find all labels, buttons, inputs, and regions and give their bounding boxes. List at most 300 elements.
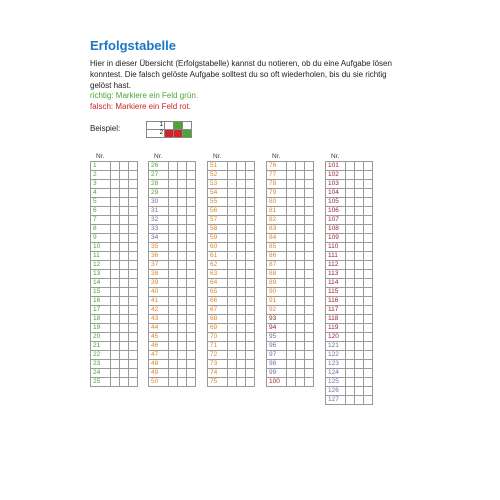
mark-cell[interactable] — [120, 378, 129, 387]
mark-cell[interactable] — [178, 279, 187, 288]
mark-cell[interactable] — [169, 342, 178, 351]
mark-cell[interactable] — [346, 387, 355, 396]
mark-cell[interactable] — [305, 324, 314, 333]
mark-cell[interactable] — [187, 261, 196, 270]
mark-cell[interactable] — [355, 216, 364, 225]
mark-cell[interactable] — [305, 369, 314, 378]
mark-cell[interactable] — [287, 315, 296, 324]
mark-cell[interactable] — [111, 360, 120, 369]
mark-cell[interactable] — [246, 306, 255, 315]
mark-cell[interactable] — [287, 279, 296, 288]
mark-cell[interactable] — [364, 225, 373, 234]
mark-cell[interactable] — [346, 288, 355, 297]
mark-cell[interactable] — [187, 279, 196, 288]
mark-cell[interactable] — [305, 252, 314, 261]
mark-cell[interactable] — [346, 198, 355, 207]
mark-cell[interactable] — [169, 333, 178, 342]
mark-cell[interactable] — [111, 189, 120, 198]
mark-cell[interactable] — [237, 324, 246, 333]
mark-cell[interactable] — [228, 243, 237, 252]
mark-cell[interactable] — [364, 189, 373, 198]
mark-cell[interactable] — [111, 279, 120, 288]
mark-cell[interactable] — [187, 162, 196, 171]
mark-cell[interactable] — [169, 234, 178, 243]
mark-cell[interactable] — [120, 288, 129, 297]
mark-cell[interactable] — [287, 225, 296, 234]
mark-cell[interactable] — [111, 369, 120, 378]
mark-cell[interactable] — [305, 279, 314, 288]
mark-cell[interactable] — [296, 207, 305, 216]
mark-cell[interactable] — [187, 306, 196, 315]
mark-cell[interactable] — [169, 216, 178, 225]
mark-cell[interactable] — [296, 378, 305, 387]
mark-cell[interactable] — [129, 171, 138, 180]
mark-cell[interactable] — [111, 180, 120, 189]
mark-cell[interactable] — [246, 333, 255, 342]
mark-cell[interactable] — [305, 297, 314, 306]
mark-cell[interactable] — [246, 279, 255, 288]
mark-cell[interactable] — [355, 315, 364, 324]
mark-cell[interactable] — [129, 216, 138, 225]
mark-cell[interactable] — [364, 270, 373, 279]
mark-cell[interactable] — [355, 189, 364, 198]
mark-cell[interactable] — [187, 315, 196, 324]
mark-cell[interactable] — [169, 243, 178, 252]
mark-cell[interactable] — [169, 270, 178, 279]
mark-cell[interactable] — [178, 189, 187, 198]
mark-cell[interactable] — [237, 333, 246, 342]
mark-cell[interactable] — [169, 324, 178, 333]
mark-cell[interactable] — [364, 333, 373, 342]
mark-cell[interactable] — [305, 198, 314, 207]
mark-cell[interactable] — [129, 225, 138, 234]
mark-cell[interactable] — [355, 225, 364, 234]
mark-cell[interactable] — [237, 216, 246, 225]
mark-cell[interactable] — [355, 342, 364, 351]
mark-cell[interactable] — [228, 279, 237, 288]
mark-cell[interactable] — [355, 198, 364, 207]
mark-cell[interactable] — [237, 261, 246, 270]
mark-cell[interactable] — [228, 360, 237, 369]
mark-cell[interactable] — [169, 225, 178, 234]
mark-cell[interactable] — [287, 261, 296, 270]
mark-cell[interactable] — [129, 180, 138, 189]
mark-cell[interactable] — [296, 234, 305, 243]
mark-cell[interactable] — [296, 288, 305, 297]
mark-cell[interactable] — [346, 333, 355, 342]
mark-cell[interactable] — [120, 198, 129, 207]
mark-cell[interactable] — [355, 297, 364, 306]
mark-cell[interactable] — [120, 171, 129, 180]
mark-cell[interactable] — [305, 189, 314, 198]
mark-cell[interactable] — [364, 324, 373, 333]
mark-cell[interactable] — [129, 351, 138, 360]
mark-cell[interactable] — [129, 324, 138, 333]
mark-cell[interactable] — [129, 234, 138, 243]
mark-cell[interactable] — [129, 252, 138, 261]
mark-cell[interactable] — [187, 369, 196, 378]
mark-cell[interactable] — [237, 171, 246, 180]
mark-cell[interactable] — [228, 315, 237, 324]
mark-cell[interactable] — [228, 261, 237, 270]
mark-cell[interactable] — [187, 288, 196, 297]
mark-cell[interactable] — [178, 207, 187, 216]
mark-cell[interactable] — [129, 189, 138, 198]
mark-cell[interactable] — [120, 207, 129, 216]
mark-cell[interactable] — [287, 252, 296, 261]
mark-cell[interactable] — [178, 315, 187, 324]
mark-cell[interactable] — [187, 342, 196, 351]
mark-cell[interactable] — [364, 171, 373, 180]
mark-cell[interactable] — [169, 180, 178, 189]
mark-cell[interactable] — [129, 162, 138, 171]
mark-cell[interactable] — [246, 162, 255, 171]
mark-cell[interactable] — [364, 198, 373, 207]
mark-cell[interactable] — [187, 351, 196, 360]
mark-cell[interactable] — [237, 207, 246, 216]
mark-cell[interactable] — [296, 360, 305, 369]
mark-cell[interactable] — [237, 270, 246, 279]
mark-cell[interactable] — [111, 378, 120, 387]
mark-cell[interactable] — [355, 243, 364, 252]
mark-cell[interactable] — [169, 378, 178, 387]
mark-cell[interactable] — [287, 180, 296, 189]
mark-cell[interactable] — [346, 396, 355, 405]
mark-cell[interactable] — [296, 171, 305, 180]
mark-cell[interactable] — [111, 342, 120, 351]
mark-cell[interactable] — [346, 369, 355, 378]
mark-cell[interactable] — [296, 243, 305, 252]
mark-cell[interactable] — [129, 198, 138, 207]
mark-cell[interactable] — [246, 378, 255, 387]
mark-cell[interactable] — [228, 180, 237, 189]
mark-cell[interactable] — [120, 225, 129, 234]
mark-cell[interactable] — [305, 342, 314, 351]
mark-cell[interactable] — [120, 162, 129, 171]
mark-cell[interactable] — [287, 342, 296, 351]
mark-cell[interactable] — [355, 279, 364, 288]
mark-cell[interactable] — [355, 396, 364, 405]
mark-cell[interactable] — [111, 288, 120, 297]
mark-cell[interactable] — [296, 297, 305, 306]
mark-cell[interactable] — [296, 261, 305, 270]
mark-cell[interactable] — [364, 306, 373, 315]
mark-cell[interactable] — [246, 207, 255, 216]
mark-cell[interactable] — [305, 315, 314, 324]
mark-cell[interactable] — [237, 279, 246, 288]
mark-cell[interactable] — [178, 378, 187, 387]
mark-cell[interactable] — [178, 198, 187, 207]
mark-cell[interactable] — [169, 162, 178, 171]
mark-cell[interactable] — [305, 180, 314, 189]
mark-cell[interactable] — [355, 378, 364, 387]
mark-cell[interactable] — [187, 171, 196, 180]
mark-cell[interactable] — [111, 243, 120, 252]
mark-cell[interactable] — [120, 369, 129, 378]
mark-cell[interactable] — [305, 162, 314, 171]
mark-cell[interactable] — [346, 171, 355, 180]
mark-cell[interactable] — [346, 351, 355, 360]
mark-cell[interactable] — [364, 180, 373, 189]
mark-cell[interactable] — [346, 216, 355, 225]
mark-cell[interactable] — [129, 243, 138, 252]
mark-cell[interactable] — [346, 189, 355, 198]
mark-cell[interactable] — [237, 252, 246, 261]
mark-cell[interactable] — [287, 171, 296, 180]
mark-cell[interactable] — [346, 261, 355, 270]
mark-cell[interactable] — [187, 270, 196, 279]
mark-cell[interactable] — [187, 207, 196, 216]
mark-cell[interactable] — [178, 369, 187, 378]
mark-cell[interactable] — [355, 234, 364, 243]
mark-cell[interactable] — [187, 180, 196, 189]
mark-cell[interactable] — [237, 369, 246, 378]
mark-cell[interactable] — [296, 270, 305, 279]
mark-cell[interactable] — [129, 369, 138, 378]
mark-cell[interactable] — [287, 216, 296, 225]
mark-cell[interactable] — [305, 270, 314, 279]
mark-cell[interactable] — [246, 252, 255, 261]
mark-cell[interactable] — [228, 324, 237, 333]
mark-cell[interactable] — [364, 162, 373, 171]
mark-cell[interactable] — [305, 243, 314, 252]
mark-cell[interactable] — [178, 216, 187, 225]
mark-cell[interactable] — [129, 279, 138, 288]
mark-cell[interactable] — [296, 180, 305, 189]
mark-cell[interactable] — [111, 270, 120, 279]
mark-cell[interactable] — [120, 297, 129, 306]
mark-cell[interactable] — [346, 180, 355, 189]
mark-cell[interactable] — [129, 288, 138, 297]
mark-cell[interactable] — [364, 297, 373, 306]
mark-cell[interactable] — [305, 216, 314, 225]
mark-cell[interactable] — [364, 279, 373, 288]
mark-cell[interactable] — [169, 351, 178, 360]
mark-cell[interactable] — [296, 306, 305, 315]
mark-cell[interactable] — [169, 360, 178, 369]
mark-cell[interactable] — [364, 252, 373, 261]
mark-cell[interactable] — [246, 270, 255, 279]
mark-cell[interactable] — [296, 225, 305, 234]
mark-cell[interactable] — [364, 369, 373, 378]
mark-cell[interactable] — [305, 378, 314, 387]
mark-cell[interactable] — [246, 189, 255, 198]
mark-cell[interactable] — [346, 378, 355, 387]
mark-cell[interactable] — [346, 306, 355, 315]
mark-cell[interactable] — [178, 171, 187, 180]
mark-cell[interactable] — [287, 369, 296, 378]
mark-cell[interactable] — [355, 288, 364, 297]
mark-cell[interactable] — [287, 162, 296, 171]
mark-cell[interactable] — [187, 234, 196, 243]
mark-cell[interactable] — [187, 243, 196, 252]
mark-cell[interactable] — [228, 306, 237, 315]
mark-cell[interactable] — [364, 360, 373, 369]
mark-cell[interactable] — [355, 351, 364, 360]
mark-cell[interactable] — [287, 360, 296, 369]
mark-cell[interactable] — [246, 198, 255, 207]
mark-cell[interactable] — [187, 378, 196, 387]
mark-cell[interactable] — [129, 297, 138, 306]
mark-cell[interactable] — [169, 198, 178, 207]
mark-cell[interactable] — [355, 261, 364, 270]
mark-cell[interactable] — [228, 369, 237, 378]
mark-cell[interactable] — [169, 207, 178, 216]
mark-cell[interactable] — [296, 351, 305, 360]
mark-cell[interactable] — [346, 324, 355, 333]
mark-cell[interactable] — [246, 180, 255, 189]
mark-cell[interactable] — [228, 270, 237, 279]
mark-cell[interactable] — [178, 234, 187, 243]
mark-cell[interactable] — [120, 342, 129, 351]
mark-cell[interactable] — [120, 360, 129, 369]
mark-cell[interactable] — [296, 198, 305, 207]
mark-cell[interactable] — [355, 252, 364, 261]
mark-cell[interactable] — [178, 297, 187, 306]
mark-cell[interactable] — [120, 315, 129, 324]
mark-cell[interactable] — [120, 243, 129, 252]
mark-cell[interactable] — [178, 180, 187, 189]
mark-cell[interactable] — [246, 342, 255, 351]
mark-cell[interactable] — [287, 333, 296, 342]
mark-cell[interactable] — [287, 288, 296, 297]
mark-cell[interactable] — [228, 297, 237, 306]
mark-cell[interactable] — [296, 369, 305, 378]
mark-cell[interactable] — [246, 225, 255, 234]
mark-cell[interactable] — [237, 162, 246, 171]
mark-cell[interactable] — [355, 324, 364, 333]
mark-cell[interactable] — [237, 306, 246, 315]
mark-cell[interactable] — [246, 288, 255, 297]
mark-cell[interactable] — [355, 333, 364, 342]
mark-cell[interactable] — [169, 369, 178, 378]
mark-cell[interactable] — [228, 342, 237, 351]
mark-cell[interactable] — [178, 261, 187, 270]
mark-cell[interactable] — [111, 171, 120, 180]
mark-cell[interactable] — [120, 306, 129, 315]
mark-cell[interactable] — [187, 198, 196, 207]
mark-cell[interactable] — [228, 225, 237, 234]
mark-cell[interactable] — [228, 288, 237, 297]
mark-cell[interactable] — [346, 297, 355, 306]
mark-cell[interactable] — [129, 333, 138, 342]
mark-cell[interactable] — [111, 351, 120, 360]
mark-cell[interactable] — [355, 369, 364, 378]
mark-cell[interactable] — [346, 234, 355, 243]
mark-cell[interactable] — [237, 378, 246, 387]
mark-cell[interactable] — [111, 162, 120, 171]
mark-cell[interactable] — [346, 279, 355, 288]
mark-cell[interactable] — [296, 162, 305, 171]
mark-cell[interactable] — [246, 216, 255, 225]
mark-cell[interactable] — [169, 171, 178, 180]
mark-cell[interactable] — [296, 333, 305, 342]
mark-cell[interactable] — [346, 207, 355, 216]
mark-cell[interactable] — [237, 243, 246, 252]
mark-cell[interactable] — [287, 270, 296, 279]
mark-cell[interactable] — [364, 342, 373, 351]
mark-cell[interactable] — [178, 342, 187, 351]
mark-cell[interactable] — [178, 360, 187, 369]
mark-cell[interactable] — [364, 351, 373, 360]
mark-cell[interactable] — [237, 288, 246, 297]
mark-cell[interactable] — [169, 315, 178, 324]
mark-cell[interactable] — [296, 324, 305, 333]
mark-cell[interactable] — [228, 234, 237, 243]
mark-cell[interactable] — [237, 315, 246, 324]
mark-cell[interactable] — [305, 306, 314, 315]
mark-cell[interactable] — [355, 171, 364, 180]
mark-cell[interactable] — [228, 189, 237, 198]
mark-cell[interactable] — [169, 279, 178, 288]
mark-cell[interactable] — [178, 270, 187, 279]
mark-cell[interactable] — [237, 198, 246, 207]
mark-cell[interactable] — [111, 315, 120, 324]
mark-cell[interactable] — [305, 207, 314, 216]
mark-cell[interactable] — [228, 162, 237, 171]
mark-cell[interactable] — [364, 315, 373, 324]
mark-cell[interactable] — [346, 252, 355, 261]
mark-cell[interactable] — [187, 225, 196, 234]
mark-cell[interactable] — [129, 261, 138, 270]
mark-cell[interactable] — [364, 216, 373, 225]
mark-cell[interactable] — [111, 207, 120, 216]
mark-cell[interactable] — [305, 234, 314, 243]
mark-cell[interactable] — [246, 360, 255, 369]
mark-cell[interactable] — [296, 252, 305, 261]
mark-cell[interactable] — [129, 360, 138, 369]
mark-cell[interactable] — [246, 351, 255, 360]
mark-cell[interactable] — [187, 333, 196, 342]
mark-cell[interactable] — [178, 333, 187, 342]
mark-cell[interactable] — [120, 252, 129, 261]
mark-cell[interactable] — [364, 243, 373, 252]
mark-cell[interactable] — [246, 171, 255, 180]
mark-cell[interactable] — [246, 243, 255, 252]
mark-cell[interactable] — [111, 252, 120, 261]
mark-cell[interactable] — [187, 324, 196, 333]
mark-cell[interactable] — [346, 270, 355, 279]
mark-cell[interactable] — [287, 189, 296, 198]
mark-cell[interactable] — [169, 252, 178, 261]
mark-cell[interactable] — [120, 270, 129, 279]
mark-cell[interactable] — [111, 297, 120, 306]
mark-cell[interactable] — [120, 189, 129, 198]
mark-cell[interactable] — [129, 378, 138, 387]
mark-cell[interactable] — [129, 207, 138, 216]
mark-cell[interactable] — [287, 324, 296, 333]
mark-cell[interactable] — [228, 171, 237, 180]
mark-cell[interactable] — [305, 261, 314, 270]
mark-cell[interactable] — [287, 306, 296, 315]
mark-cell[interactable] — [346, 342, 355, 351]
mark-cell[interactable] — [111, 324, 120, 333]
mark-cell[interactable] — [169, 306, 178, 315]
mark-cell[interactable] — [111, 198, 120, 207]
mark-cell[interactable] — [237, 180, 246, 189]
mark-cell[interactable] — [169, 189, 178, 198]
mark-cell[interactable] — [246, 315, 255, 324]
mark-cell[interactable] — [120, 234, 129, 243]
mark-cell[interactable] — [355, 180, 364, 189]
mark-cell[interactable] — [237, 189, 246, 198]
mark-cell[interactable] — [187, 360, 196, 369]
mark-cell[interactable] — [237, 360, 246, 369]
mark-cell[interactable] — [178, 252, 187, 261]
mark-cell[interactable] — [120, 279, 129, 288]
mark-cell[interactable] — [346, 360, 355, 369]
mark-cell[interactable] — [296, 189, 305, 198]
